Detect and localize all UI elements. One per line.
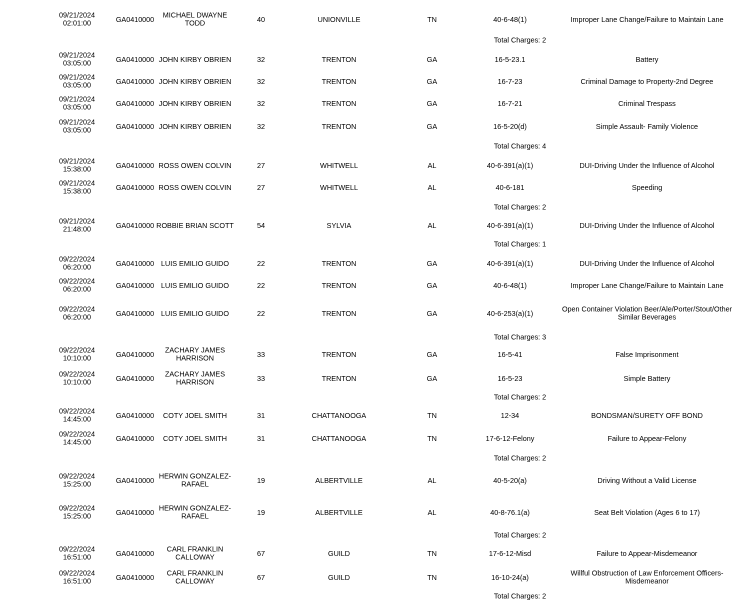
row-code: 16-5-23.1: [494, 54, 526, 64]
row-charge: Battery: [635, 54, 659, 64]
row-date: 09/22/2024: [59, 369, 95, 379]
row-datetime: [50, 256, 104, 273]
total-charges: Total Charges: 2: [493, 453, 547, 463]
row-state: GA: [426, 349, 438, 359]
row-agency: GA0410000: [115, 54, 155, 64]
row-code: 17-6-12-Misd: [488, 548, 532, 558]
row-name: ZACHARY JAMES HARRISON: [164, 345, 226, 363]
row-datetime: [50, 180, 104, 197]
row-age: 33: [257, 349, 265, 359]
row-charge: Open Container Violation Beer/Ale/Porter/Stout/Other Similar Beverages: [561, 304, 733, 322]
row-charge: Improper Lane Change/Failure to Maintain Lane: [570, 280, 724, 290]
row-state: AL: [427, 475, 437, 485]
total-charges: Total Charges: 4: [493, 141, 547, 151]
row-datetime: [50, 12, 104, 29]
row-agency: GA0410000: [115, 308, 155, 318]
row-state: GA: [426, 54, 438, 64]
row-time: 06:20:00: [63, 263, 91, 272]
row-agency: GA0410000: [115, 475, 155, 485]
row-name: CARL FRANKLIN CALLOWAY: [166, 568, 224, 586]
row-code: 40-6-181: [495, 182, 525, 192]
row-charge: DUI-Driving Under the Influence of Alcohol: [579, 160, 715, 170]
row-charge: Criminal Trespass: [618, 98, 676, 108]
row-time: 03:05:00: [63, 59, 91, 68]
row-name: JOHN KIRBY OBRIEN: [158, 98, 232, 108]
row-agency: GA0410000: [115, 160, 155, 170]
row-name: COTY JOEL SMITH: [163, 410, 227, 420]
row-date: 09/21/2024: [59, 156, 95, 166]
row-date: 09/21/2024: [59, 50, 95, 60]
row-time: 15:38:00: [63, 187, 91, 196]
row-age: 22: [257, 308, 265, 318]
row-city: ALBERTVILLE: [315, 475, 363, 485]
row-name: HERWIN GONZALEZ- RAFAEL: [158, 471, 232, 489]
row-name: ROSS OWEN COLVIN: [158, 182, 232, 192]
row-city: ALBERTVILLE: [315, 507, 363, 517]
row-age: 67: [257, 548, 265, 558]
row-name: HERWIN GONZALEZ- RAFAEL: [158, 503, 232, 521]
row-code: 40-6-48(1): [493, 14, 527, 24]
row-agency: GA0410000: [115, 14, 155, 24]
row-state: GA: [426, 98, 438, 108]
row-charge: Failure to Appear-Felony: [607, 433, 687, 443]
row-name: CARL FRANKLIN CALLOWAY: [166, 544, 224, 562]
row-agency: GA0410000: [115, 280, 155, 290]
row-name: LUIS EMILIO GUIDO: [161, 308, 229, 318]
total-charges: Total Charges: 2: [493, 591, 547, 601]
row-state: AL: [427, 182, 437, 192]
row-agency: GA0410000: [115, 373, 155, 383]
row-agency: GA0410000: [115, 433, 155, 443]
row-age: 32: [257, 76, 265, 86]
row-date: 09/22/2024: [59, 544, 95, 554]
row-charge: DUI-Driving Under the Influence of Alcohol: [579, 258, 715, 268]
row-city: TRENTON: [321, 54, 357, 64]
row-name: LUIS EMILIO GUIDO: [161, 280, 229, 290]
row-city: CHATTANOOGA: [311, 410, 367, 420]
row-charge: Improper Lane Change/Failure to Maintain Lane: [570, 14, 724, 24]
row-city: TRENTON: [321, 76, 357, 86]
row-code: 16-5-20(d): [493, 121, 527, 131]
row-time: 15:38:00: [63, 165, 91, 174]
row-state: TN: [427, 410, 437, 420]
row-city: WHITWELL: [320, 182, 358, 192]
row-state: AL: [427, 507, 437, 517]
row-age: 31: [257, 410, 265, 420]
row-code: 16-7-21: [497, 98, 523, 108]
row-charge: Failure to Appear-Misdemeanor: [596, 548, 698, 558]
row-date: 09/21/2024: [59, 72, 95, 82]
row-date: 09/21/2024: [59, 94, 95, 104]
row-code: 40-6-391(a)(1): [486, 220, 534, 230]
row-charge: BONDSMAN/SURETY OFF BOND: [591, 410, 703, 420]
row-age: 19: [257, 475, 265, 485]
row-charge: Simple Battery: [623, 373, 671, 383]
row-datetime: [50, 473, 104, 490]
row-agency: GA0410000: [115, 76, 155, 86]
row-code: 16-10-24(a): [491, 572, 529, 582]
row-time: 21:48:00: [63, 225, 91, 234]
total-charges: Total Charges: 2: [493, 202, 547, 212]
row-age: 40: [257, 14, 265, 24]
row-charge: DUI-Driving Under the Influence of Alcohol: [579, 220, 715, 230]
row-datetime: [50, 96, 104, 113]
row-time: 03:05:00: [63, 103, 91, 112]
row-state: GA: [426, 258, 438, 268]
row-city: GUILD: [328, 572, 350, 582]
row-date: 09/22/2024: [59, 568, 95, 578]
row-code: 40-6-391(a)(1): [486, 160, 534, 170]
row-name: ROSS OWEN COLVIN: [158, 160, 232, 170]
row-date: 09/22/2024: [59, 429, 95, 439]
row-state: TN: [427, 14, 437, 24]
row-state: GA: [426, 76, 438, 86]
row-code: 40-6-48(1): [493, 280, 527, 290]
total-charges: Total Charges: 3: [493, 332, 547, 342]
row-age: 31: [257, 433, 265, 443]
row-charge: Criminal Damage to Property-2nd Degree: [580, 76, 714, 86]
row-age: 33: [257, 373, 265, 383]
row-name: MICHAEL DWAYNE TODD: [162, 10, 228, 28]
row-name: LUIS EMILIO GUIDO: [161, 258, 229, 268]
row-time: 15:25:00: [63, 480, 91, 489]
row-time: 10:10:00: [63, 354, 91, 363]
row-agency: GA0410000: [115, 220, 155, 230]
row-state: GA: [426, 280, 438, 290]
row-agency: GA0410000: [115, 572, 155, 582]
row-datetime: [50, 278, 104, 295]
row-agency: GA0410000: [115, 258, 155, 268]
row-charge: False Imprisonment: [615, 349, 679, 359]
row-date: 09/22/2024: [59, 276, 95, 286]
row-datetime: [50, 408, 104, 425]
row-city: WHITWELL: [320, 160, 358, 170]
row-date: 09/22/2024: [59, 406, 95, 416]
row-age: 27: [257, 182, 265, 192]
row-time: 03:05:00: [63, 126, 91, 135]
row-agency: GA0410000: [115, 98, 155, 108]
row-datetime: [50, 347, 104, 364]
row-city: TRENTON: [321, 121, 357, 131]
row-agency: GA0410000: [115, 121, 155, 131]
row-code: 40-6-391(a)(1): [486, 258, 534, 268]
row-code: 16-5-41: [497, 349, 523, 359]
row-age: 19: [257, 507, 265, 517]
row-time: 10:10:00: [63, 378, 91, 387]
row-age: 22: [257, 258, 265, 268]
row-state: GA: [426, 121, 438, 131]
row-date: 09/22/2024: [59, 471, 95, 481]
row-age: 67: [257, 572, 265, 582]
row-datetime: [50, 371, 104, 388]
row-datetime: [50, 546, 104, 563]
row-city: SYLVIA: [326, 220, 352, 230]
row-time: 02:01:00: [63, 19, 91, 28]
row-code: 17-6-12-Felony: [485, 433, 535, 443]
row-name: JOHN KIRBY OBRIEN: [158, 76, 232, 86]
row-state: GA: [426, 373, 438, 383]
row-code: 40-5-20(a): [493, 475, 527, 485]
row-agency: GA0410000: [115, 548, 155, 558]
row-city: TRENTON: [321, 308, 357, 318]
row-time: 03:05:00: [63, 81, 91, 90]
row-time: 06:20:00: [63, 285, 91, 294]
row-time: 16:51:00: [63, 577, 91, 586]
row-name: ROBBIE BRIAN SCOTT: [156, 220, 234, 230]
row-city: CHATTANOOGA: [311, 433, 367, 443]
row-state: AL: [427, 220, 437, 230]
row-date: 09/21/2024: [59, 178, 95, 188]
row-datetime: [50, 158, 104, 175]
row-code: 16-7-23: [497, 76, 523, 86]
row-datetime: [50, 431, 104, 448]
row-datetime: [50, 570, 104, 587]
row-agency: GA0410000: [115, 507, 155, 517]
row-datetime: [50, 505, 104, 522]
row-age: 32: [257, 54, 265, 64]
row-city: TRENTON: [321, 98, 357, 108]
row-time: 14:45:00: [63, 438, 91, 447]
row-city: GUILD: [328, 548, 350, 558]
row-state: GA: [426, 308, 438, 318]
row-age: 32: [257, 121, 265, 131]
row-charge: Speeding: [631, 182, 663, 192]
row-name: ZACHARY JAMES HARRISON: [164, 369, 226, 387]
row-charge: Driving Without a Valid License: [597, 475, 697, 485]
row-city: TRENTON: [321, 373, 357, 383]
row-agency: GA0410000: [115, 410, 155, 420]
row-age: 27: [257, 160, 265, 170]
row-charge: Simple Assault- Family Violence: [595, 121, 699, 131]
row-date: 09/22/2024: [59, 254, 95, 264]
row-date: 09/22/2024: [59, 304, 95, 314]
row-city: UNIONVILLE: [317, 14, 361, 24]
row-datetime: [50, 306, 104, 323]
row-charge: Seat Belt Violation (Ages 6 to 17): [594, 507, 700, 517]
total-charges: Total Charges: 2: [493, 530, 547, 540]
row-name: JOHN KIRBY OBRIEN: [158, 54, 232, 64]
row-date: 09/21/2024: [59, 117, 95, 127]
row-city: TRENTON: [321, 280, 357, 290]
row-name: COTY JOEL SMITH: [163, 433, 227, 443]
row-time: 06:20:00: [63, 313, 91, 322]
row-agency: GA0410000: [115, 182, 155, 192]
row-age: 22: [257, 280, 265, 290]
row-state: TN: [427, 572, 437, 582]
row-state: TN: [427, 548, 437, 558]
row-city: TRENTON: [321, 349, 357, 359]
row-code: 40-6-253(a)(1): [486, 308, 534, 318]
row-datetime: [50, 74, 104, 91]
row-time: 16:51:00: [63, 553, 91, 562]
row-date: 09/21/2024: [59, 10, 95, 20]
row-age: 54: [257, 220, 265, 230]
row-date: 09/22/2024: [59, 345, 95, 355]
row-datetime: [50, 52, 104, 69]
row-age: 32: [257, 98, 265, 108]
row-name: JOHN KIRBY OBRIEN: [158, 121, 232, 131]
row-city: TRENTON: [321, 258, 357, 268]
row-datetime: [50, 218, 104, 235]
row-code: 40-8-76.1(a): [490, 507, 530, 517]
total-charges: Total Charges: 2: [493, 35, 547, 45]
row-date: 09/21/2024: [59, 216, 95, 226]
row-code: 12-34: [500, 410, 520, 420]
total-charges: Total Charges: 1: [493, 239, 547, 249]
row-charge: Willful Obstruction of Law Enforcement Officers-Misdemeanor: [570, 568, 724, 586]
row-agency: GA0410000: [115, 349, 155, 359]
total-charges: Total Charges: 2: [493, 392, 547, 402]
row-date: 09/22/2024: [59, 503, 95, 513]
row-code: 16-5-23: [497, 373, 523, 383]
row-time: 15:25:00: [63, 512, 91, 521]
row-state: AL: [427, 160, 437, 170]
row-state: TN: [427, 433, 437, 443]
row-datetime: [50, 119, 104, 136]
row-time: 14:45:00: [63, 415, 91, 424]
